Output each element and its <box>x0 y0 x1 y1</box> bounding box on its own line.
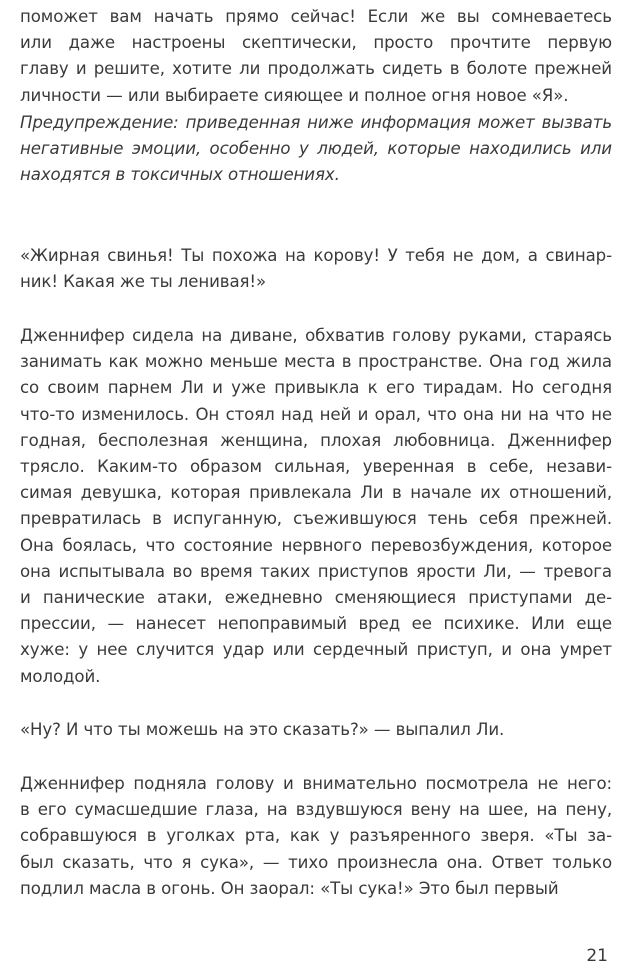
text-line: «Ну? И что ты можешь на это сказать?» — выпалил Ли. <box>20 720 505 739</box>
text-line: собравшуюся в уголках рта, как у разъяренного зверя. «Ты за- <box>20 826 612 846</box>
text-line: негативные эмоции, особенно у людей, которые находились или <box>20 139 612 159</box>
text-line: находятся в токсичных отношениях. <box>20 165 340 185</box>
text-line: она испытывала во время таких приступов ярости Ли, — тревога <box>20 561 612 581</box>
paragraph-quote-insult <box>20 243 612 295</box>
text-line: личности — или выбираете сияющее и полное огня новое «Я». <box>20 85 569 105</box>
text-line: со своим парнем Ли и уже привыкла к его тирадам. Но сегодня <box>20 378 612 398</box>
text-line: годная, бесполезная женщина, плохая любовница. Дженнифер <box>20 430 612 450</box>
paragraph-intro <box>20 4 612 109</box>
text-line: хуже: у нее случится удар или сердечный приступ, и она умрет <box>20 640 612 660</box>
text-line: молодой. <box>20 666 101 686</box>
text-line: что-то изменилось. Он стоял над ней и орал, что она ни на что не <box>20 404 612 424</box>
paragraph-warning <box>20 110 612 189</box>
text-line: главу и решите, хотите ли продолжать сидеть в болоте прежней <box>20 59 612 79</box>
text-line: ник! Какая же ты ленивая!» <box>20 272 267 292</box>
text-line: был сказать, что я сука», — тихо произнесла она. Ответ только <box>20 852 612 872</box>
text-line: прессии, — нанесет непоправимый вред ее психике. Или еще <box>20 614 612 634</box>
text-line: Предупреждение: приведенная ниже информация может вызвать <box>20 113 612 132</box>
paragraph-quote-li <box>20 717 612 743</box>
text-line: или даже настроены скептически, просто прочтите первую <box>20 33 612 53</box>
paragraph-jennifer-reply <box>20 771 612 902</box>
text-line: в его сумасшедшие глаза, на вздувшуюся вену на шее, на пену, <box>20 800 612 820</box>
text-line: Она боялась, что состояние нервного перевозбуждения, которое <box>20 535 612 555</box>
page-number: 21 <box>586 946 608 966</box>
text-line: поможет вам начать прямо сейчас! Если же вы сомневаетесь <box>20 7 612 26</box>
text-line: Дженнифер сидела на диване, обхватив голову руками, стараясь <box>20 326 612 345</box>
text-line: превратилась в испуганную, съежившуюся тень себя прежней. <box>20 509 612 529</box>
book-page <box>20 0 612 980</box>
text-line: симая девушка, которая привлекала Ли в начале их отношений, <box>20 483 612 503</box>
text-line: подлил масла в огонь. Он заорал: «Ты сука!» Это был первый <box>20 878 559 898</box>
text-line: Дженнифер подняла голову и внимательно посмотрела не него: <box>20 774 612 793</box>
text-line: трясло. Каким-то образом сильная, уверенная в себе, незави- <box>20 457 612 477</box>
paragraph-jennifer-story <box>20 323 612 690</box>
text-line: «Жирная свинья! Ты похожа на корову! У тебя не дом, а свинар- <box>20 246 612 265</box>
text-line: и панические атаки, ежедневно сменяющиеся приступами де- <box>20 588 612 608</box>
text-line: занимать как можно меньше места в пространстве. Она год жила <box>20 352 612 372</box>
